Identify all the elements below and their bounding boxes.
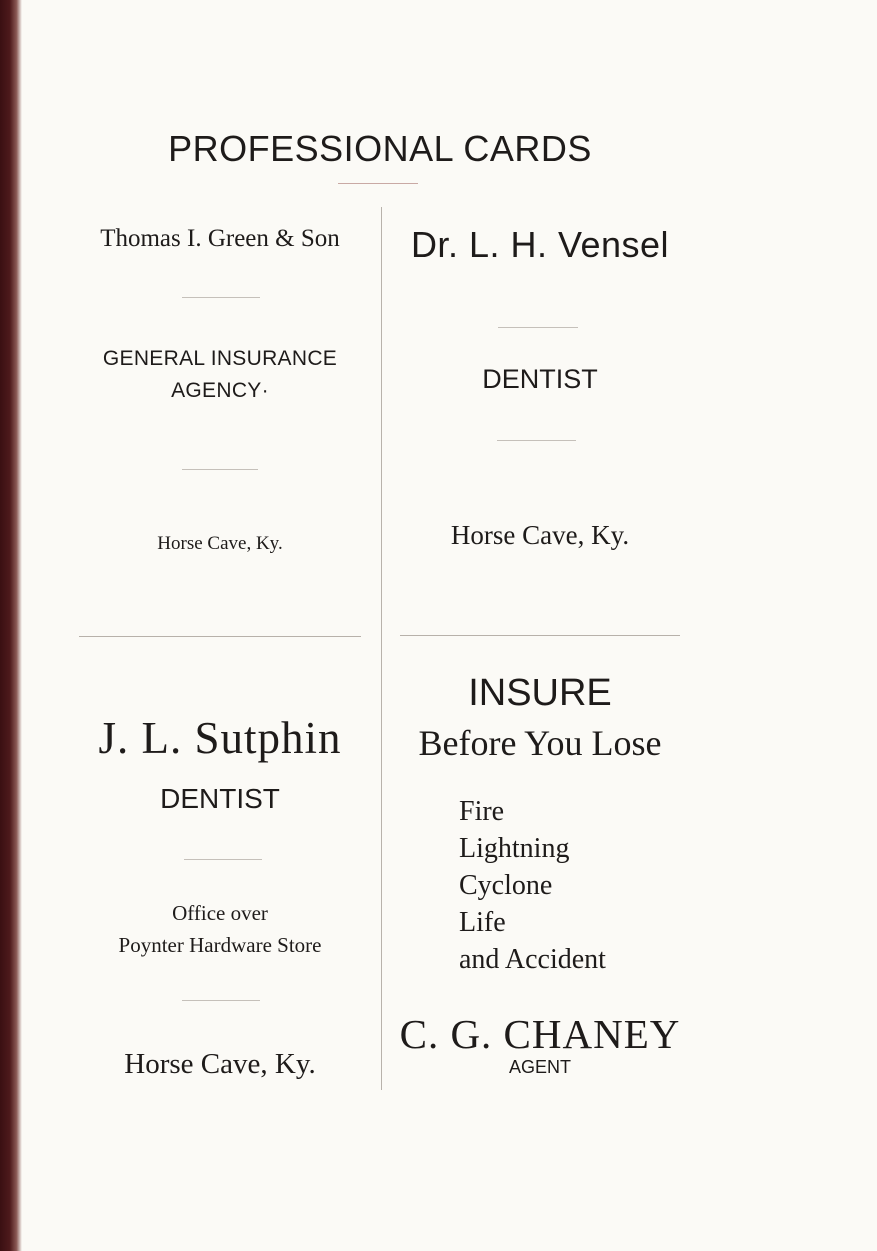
coverage-item: Cyclone	[459, 870, 553, 901]
agent-title: AGENT	[508, 1057, 571, 1077]
card-rule	[182, 1000, 260, 1001]
card-rule	[184, 859, 262, 860]
card-office	[60, 897, 380, 961]
card-city: Horse Cave, Ky.	[450, 520, 630, 550]
card-name: J. L. Sutphin	[98, 713, 342, 763]
card-service: DENTIST	[160, 783, 280, 814]
coverage-item: Lightning	[459, 833, 570, 864]
column-divider	[381, 207, 382, 1090]
coverage-item: and Accident	[459, 944, 606, 975]
card-office-line: Poynter Hardware Store	[118, 933, 322, 957]
coverage-item: Life	[459, 907, 506, 938]
card-rule	[498, 327, 578, 328]
card-headline: INSURE	[468, 672, 612, 714]
card-city: Horse Cave, Ky.	[124, 1048, 316, 1080]
card-service-line: AGENCY·	[171, 379, 269, 402]
coverage-item: Fire	[459, 796, 505, 827]
card-service	[60, 343, 380, 407]
section-divider	[400, 635, 680, 636]
card-city: Horse Cave, Ky.	[157, 533, 283, 554]
page-binding-edge	[0, 0, 22, 1251]
page-title: PROFESSIONAL CARDS	[168, 128, 592, 169]
card-office-line: Office over	[172, 901, 268, 925]
coverage-list	[459, 793, 606, 978]
card-rule	[182, 297, 260, 298]
section-divider	[79, 636, 361, 637]
card-name: Dr. L. H. Vensel	[410, 224, 670, 265]
card-service-line: GENERAL INSURANCE	[102, 347, 338, 370]
agent-name: C. G. CHANEY	[399, 1011, 681, 1057]
title-divider	[338, 183, 418, 184]
card-name: Thomas I. Green & Son	[100, 225, 340, 252]
card-tagline: Before You Lose	[418, 723, 662, 763]
card-service: DENTIST	[482, 364, 598, 394]
card-rule	[182, 469, 258, 470]
card-rule	[497, 440, 576, 441]
